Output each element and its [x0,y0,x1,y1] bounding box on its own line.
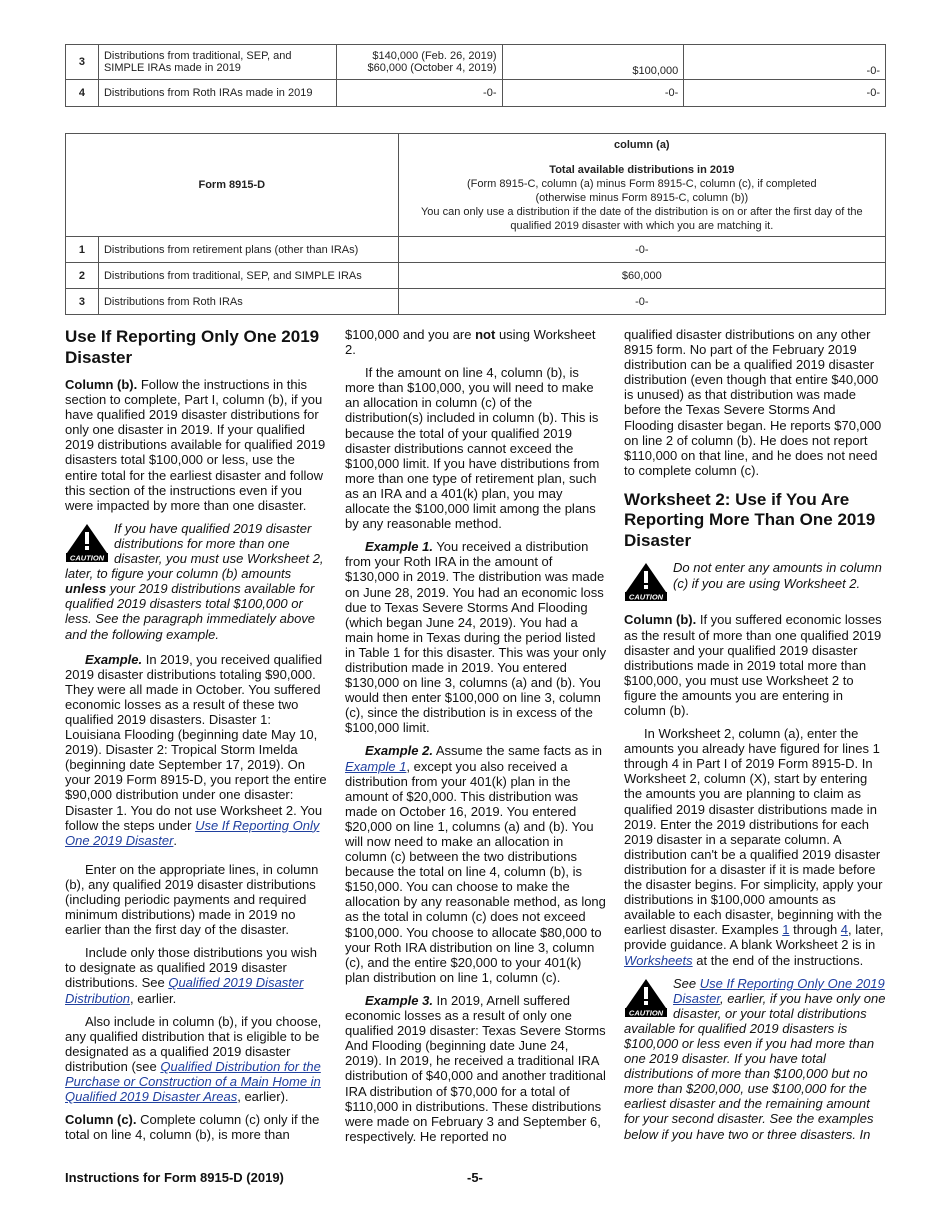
paragraph: Column (b). If you suffered economic losses as the result of more than one qualified 2019 disaster and your qualified 2019 disaster distributions made in 2019 total more than $100,000, you must use Worksheet 2 to figure the amounts you are entering in column (b). [624,612,882,718]
line-description: Distributions from Roth IRAs made in 2019 [98,80,336,107]
line-number: 2 [66,263,99,289]
line-description: Distributions from Roth IRAs [98,289,398,315]
paragraph: Also include in column (b), if you choose, any qualified distribution that is eligible to be designated as a qualified 2019 disaster distribution (see Qualified Distribution for the Purchase or Construction of a Main Home in Qualified 2019 Disaster Areas, earlier). [65,1013,322,1105]
paragraph: qualified disaster distributions on any other 8915 form. No part of the February 2019 distribution can be a qualified 2019 disaster distribution (even though that entire $40,000 is unused) as that distribution was made before the Texas Severe Storms And Flooding disaster began. He reports $70,000 on line 2 of column (b). He does not report $110,000 on that line, and he does not need to complete column (c). [624,327,882,478]
caution-note: CAUTION See Use If Reporting Only One 2019 Disaster, earlier, if you have only one disaster, or your total distributions available for qualified 2019 disasters is $100,000 or less even if you had more than one 2019 disaster. If you have total distributions of more than $100,000 but no more than $200,000, use $100,000 for the earliest disaster and the remaining amount for your second disaster. See the examples below if you have two or three disasters. In [624,975,886,1142]
example-paragraph: Example 3. In 2019, Arnell suffered economic losses as a result of only one qualified 2019 disaster: Texas Severe Storms And Flooding (beginning date June 24, 2019). In 2019, he received a traditional IRA distribution of $40,000 and another traditional IRA distribution of $70,000 for a total of $110,000 in distributions. These distributions were made on February 3 and September 6, respectively. He reported no [345,992,606,1144]
caution-icon [624,978,668,1018]
svg-text:CAUTION: CAUTION [69,553,105,563]
example-link[interactable]: 1 [782,922,790,938]
paragraph: $100,000 and you are not using Worksheet 2. [345,327,596,358]
line-description: Distributions from traditional, SEP, and SIMPLE IRAs [98,263,398,289]
distributions-table-top [65,44,886,107]
line-number: 1 [66,237,99,263]
table-row [66,45,886,80]
caution-note: CAUTION Do not enter any amounts in column (c) if you are using Worksheet 2. [624,560,886,602]
svg-text:CAUTION: CAUTION [628,1008,664,1018]
column-a-cell: -0- [336,80,502,107]
column-c-cell: -0- [684,80,886,107]
worksheets-link[interactable]: Worksheets [624,952,693,968]
example-link[interactable]: Example 1 [345,758,407,774]
line-description: Distributions from traditional, SEP, and SIMPLE IRAs made in 2019 [98,45,336,80]
caution-icon [624,562,668,602]
paragraph: If the amount on line 4, column (b), is more than $100,000, you will need to make an allocation in column (c) of the distribution(s) included in column (b). This is because the total of your qualified 2019 disaster distributions cannot exceed the $100,000 limit. If you have distributions from more than one type of retirement plan, such as an IRA and a 401(k) plan, you may allocate the $100,000 limit among the plans by any reasonable method. [345,365,600,532]
table-row [66,80,886,107]
form-label: Form 8915-D [66,134,399,237]
example-paragraph: Example 1. You received a distribution from your Roth IRA in the amount of $130,000 in 2019. The distribution was made on June 28, 2019. You had an economic loss due to Texas Severe Storms And Flooding (which began June 24, 2019). You had a main home in Texas during the period listed in Table 1 for this disaster. This was your only distribution made in 2019. You entered $130,000 on line 3, columns (a) and (b). You would then enter $100,000 on line 3, column (c), since the distribution is in excess of the $100,000 limit. [345,539,607,736]
text-column-left [65,327,327,1150]
footer-form-title: Instructions for Form 8915-D (2019) [65,1170,284,1185]
line-number: 4 [66,80,99,107]
column-a-cell: -0- [398,289,885,315]
section-heading: Use If Reporting Only One 2019 Disaster [65,327,320,367]
column-c-cell: -0- [684,45,886,80]
section-link[interactable]: Use If Reporting Only One 2019 Disaster [65,817,320,848]
line-number: 3 [66,289,99,315]
paragraph: Include only those distributions you wish to designate as qualified 2019 disaster distributions. See Qualified 2019 Disaster Distribution, earlier. [65,945,317,1006]
paragraph: Enter on the appropriate lines, in column (b), any qualified 2019 disaster distributions (including periodic payments and required minimum distributions) made in 2019 no earlier than the first day of the disaster. [65,861,319,938]
paragraph: Column (c). Complete column (c) only if the total on line 4, column (b), is more than [65,1112,320,1143]
example-paragraph: Example. In 2019, you received qualified 2019 disaster distributions totaling $90,000. They were all made in October. You suffered economic losses as a result of these two qualified 2019 disasters. Disaster 1: Louisiana Flooding (beginning date May 10, 2019). Disaster 2: Tropical Storm Imelda (beginning date September 17, 2019). On your 2019 Form 8915-D, you report the entire $90,000 distribution under one disaster: Disaster 1. You do not use Worksheet 2. You follow the steps under Use If Reporting Only One 2019 Disaster. [65,651,327,848]
column-a-header: column (a) Total available distributions in 2019 (Form 8915-C, column (a) minus Form 8915-C, column (c), if completed (otherwise minus Form 8915-C, column (b)) You can only use a distribution if the date of the distribution is on or after the first day of the qualified 2019 disaster with which you are matching it. [398,134,885,237]
section-link[interactable]: Use If Reporting Only One 2019 Disaster [673,975,885,1006]
table-row [66,263,886,289]
example-paragraph: Example 2. Assume the same facts as in Example 1, except you also received a distribution from your 401(k) plan in the amount of $20,000. This distribution was made on October 16, 2019. You entered $20,000 on line 1, columns (a) and (b). You will now need to make an allocation in column (c) between the two distributions because the total on line 4, column (b), is $150,000. You can choose to make the allocation by any reasonable method, as long as the total in column (c) does not exceed $100,000. You choose to allocate $80,000 to your Roth IRA distribution on line 3, column (c), and the entire $20,000 to your 401(k) plan distribution on line 1, column (c). [345,743,606,985]
column-a-cell: $140,000 (Feb. 26, 2019) $60,000 (October 4, 2019) [336,45,502,80]
column-a-cell: $60,000 [398,263,885,289]
section-heading: Worksheet 2: Use if You Are Reporting More Than One 2019 Disaster [624,489,876,550]
section-link[interactable]: Qualified 2019 Disaster Distribution [65,975,304,1006]
caution-icon [65,523,109,563]
table-row [66,237,886,263]
line-description: Distributions from retirement plans (other than IRAs) [98,237,398,263]
paragraph: Column (b). Follow the instructions in this section to complete, Part I, column (b), if you have qualified 2019 disaster distributions for only one disaster in 2019. If your qualified 2019 distributions available for qualified 2019 disasters total $100,000 or less, use the entire total for the earliest disaster and follow this section of the instructions even if you were impacted by more than one disaster. [65,377,326,513]
table-header-row [66,134,886,237]
table-row [66,289,886,315]
caution-note: CAUTION If you have qualified 2019 disaster distributions for more than one disaster, you must use Worksheet 2, later, to figure your column (b) amounts unless your 2019 distributions available for qualified 2019 disasters total $100,000 or less. See the paragraph immediately above and the following example. [65,520,324,642]
available-distributions-table [65,133,886,315]
page-number: -5- [467,1170,483,1185]
section-link[interactable]: Qualified Distribution for the Purchase or Construction of a Main Home in Qualified 2019 Disaster Areas [65,1058,321,1105]
paragraph: In Worksheet 2, column (a), enter the amounts you already have figured for lines 1 through 4 in Part I of 2019 Form 8915-D. In Worksheet 2, column (X), start by entering the amounts you are planning to claim as qualified 2019 disaster distributions made in 2019. Enter the 2019 distributions for each 2019 disaster in a separate column. A distribution can't be a qualified 2019 disaster distribution for a disaster if it is made before the disaster begins. For simplicity, apply your distributions in $100,000 amounts as available to each disaster, beginning with the earliest disaster. Examples 1 through 4, later, provide guidance. A blank Worksheet 2 is in Worksheets at the end of the instructions. [624,726,884,968]
svg-text:CAUTION: CAUTION [628,592,664,602]
column-b-cell: $100,000 [502,45,684,80]
column-a-cell: -0- [398,237,885,263]
column-b-cell: -0- [502,80,684,107]
text-column-right [624,327,886,1152]
text-column-middle [345,327,607,1152]
line-number: 3 [66,45,99,80]
example-link[interactable]: 4 [840,922,849,938]
